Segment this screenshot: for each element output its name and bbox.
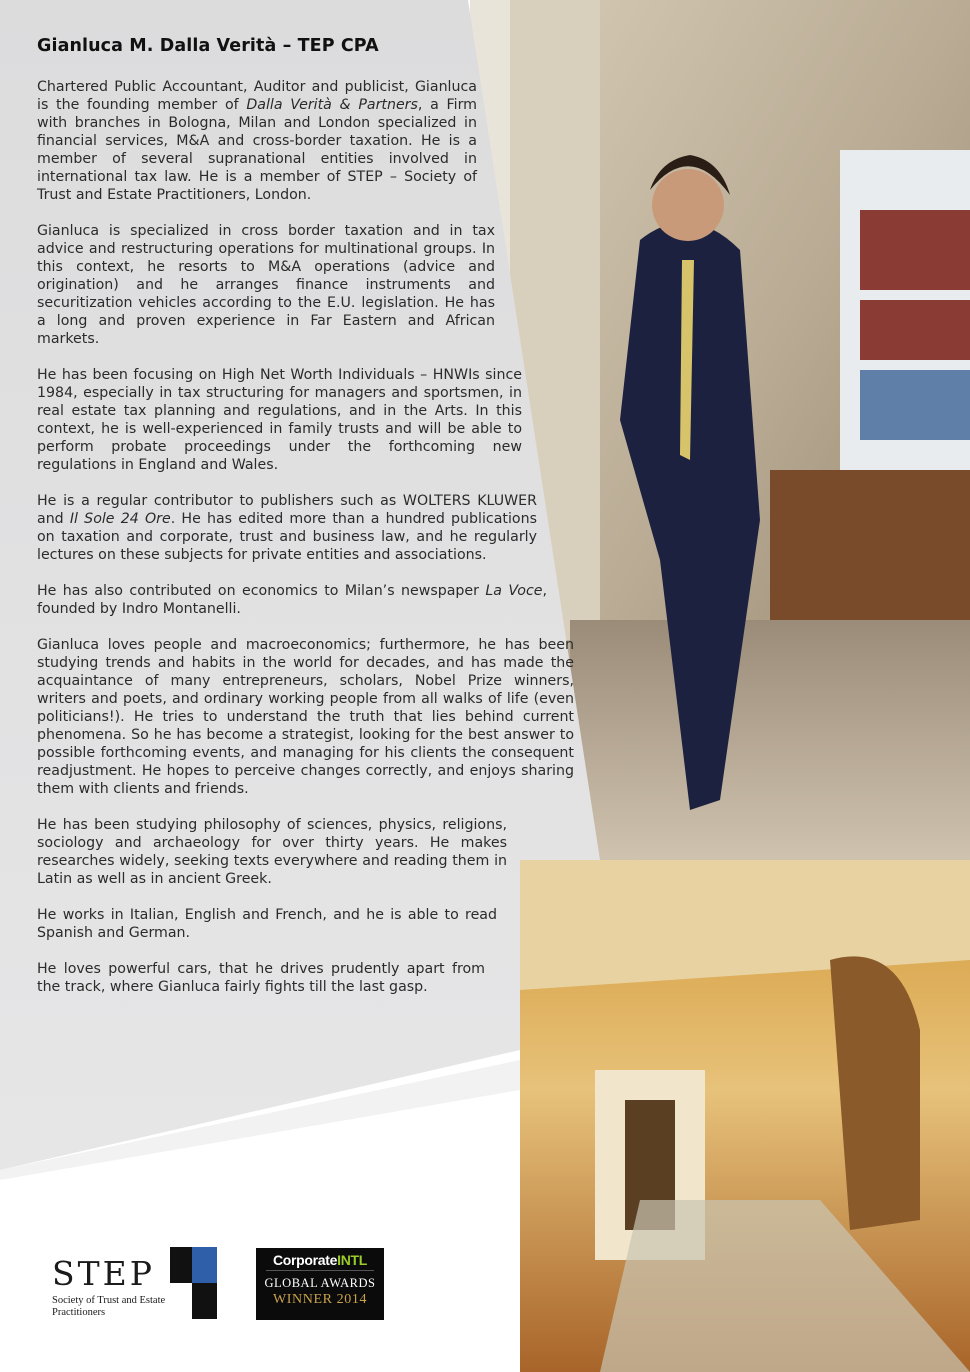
global-awards-badge [256,1248,384,1320]
page-title: Gianluca M. Dalla Verità – TEP CPA [37,36,379,56]
bio-paragraph-2: Gianluca is specialized in cross border taxation and in tax advice and restructuring operations for multinational groups. In this context, he resorts to M&A operations (advice and origination) and he arranges finance instruments and securitization vehicles according to the E.U. legislation. He has a long and proven experience in Far Eastern and African markets. [37,223,495,347]
biography [37,36,582,1014]
step-logo-subtitle: Society of Trust and Estate Practitioners [52,1295,166,1318]
award-winner: WINNER 2014 [272,1292,368,1307]
bio-paragraph-5: He has also contributed on economics to Milan’s newspaper La Voce, founded by Indro Montanelli. [37,583,547,617]
award-title: GLOBAL AWARDS [264,1276,376,1290]
bio-paragraph-8: He works in Italian, English and French, and he is able to read Spanish and German. [37,907,497,941]
step-logo [52,1247,217,1322]
step-logo-word: STEP [52,1254,155,1293]
bio-paragraph-4: He is a regular contributor to publishers such as WOLTERS KLUWER and Il Sole 24 Ore. He has edited more than a hundred publications on taxation and corporate, trust and business law, and he regularly lectures on these subjects for private entities and associations. [37,493,537,563]
bio-paragraph-1: Chartered Public Accountant, Auditor and publicist, Gianluca is the founding member of Dalla Verità & Partners, a Firm with branches in Bologna, Milan and London specialized in financial services, M&A and cross-border taxation. He is a member of several supranational entities involved in international tax law. He is a member of STEP – Society of Trust and Estate Practitioners, London. [37,79,477,203]
firm-name: Dalla Verità & Partners [246,97,418,113]
hallway-photo [520,860,970,1372]
bio-paragraph-7: He has been studying philosophy of sciences, physics, religions, sociology and archaeology for over thirty years. He makes researches widely, seeking texts everywhere and reading them in Latin as well as in ancient Greek. [37,817,507,887]
bio-paragraph-9: He loves powerful cars, that he drives prudently apart from the track, where Gianluca fairly fights till the last gasp. [37,961,485,995]
award-brand: CorporateINTL [272,1252,368,1268]
newspaper-name: La Voce [485,583,543,599]
step-emblem-icon [170,1247,217,1319]
bio-paragraph-6: Gianluca loves people and macroeconomics; furthermore, he has been studying trends and habits in the world for decades, and has made the acquaintance of many entrepreneurs, scholars, Nobel Prize winners, writers and poets, and ordinary working people from all walks of life (even politicians!). He tries to understand the truth that lies behind current phenomena. So he has become a strategist, looking for the best answer to possible forthcoming events, and managing for his clients the consequent readjustment. He hopes to perceive changes correctly, and enjoys sharing them with clients and friends. [37,637,574,797]
award-divider [266,1270,374,1271]
publication-name: Il Sole 24 Ore [69,511,171,527]
bio-paragraph-3: He has been focusing on High Net Worth Individuals – HNWIs since 1984, especially in tax structuring for managers and sportsmen, in real estate tax planning and regulations, and in the Arts. In this context, he is well-experienced in family trusts and will be able to perform probate proceedings under the forthcoming new regulations in England and Wales. [37,367,522,473]
